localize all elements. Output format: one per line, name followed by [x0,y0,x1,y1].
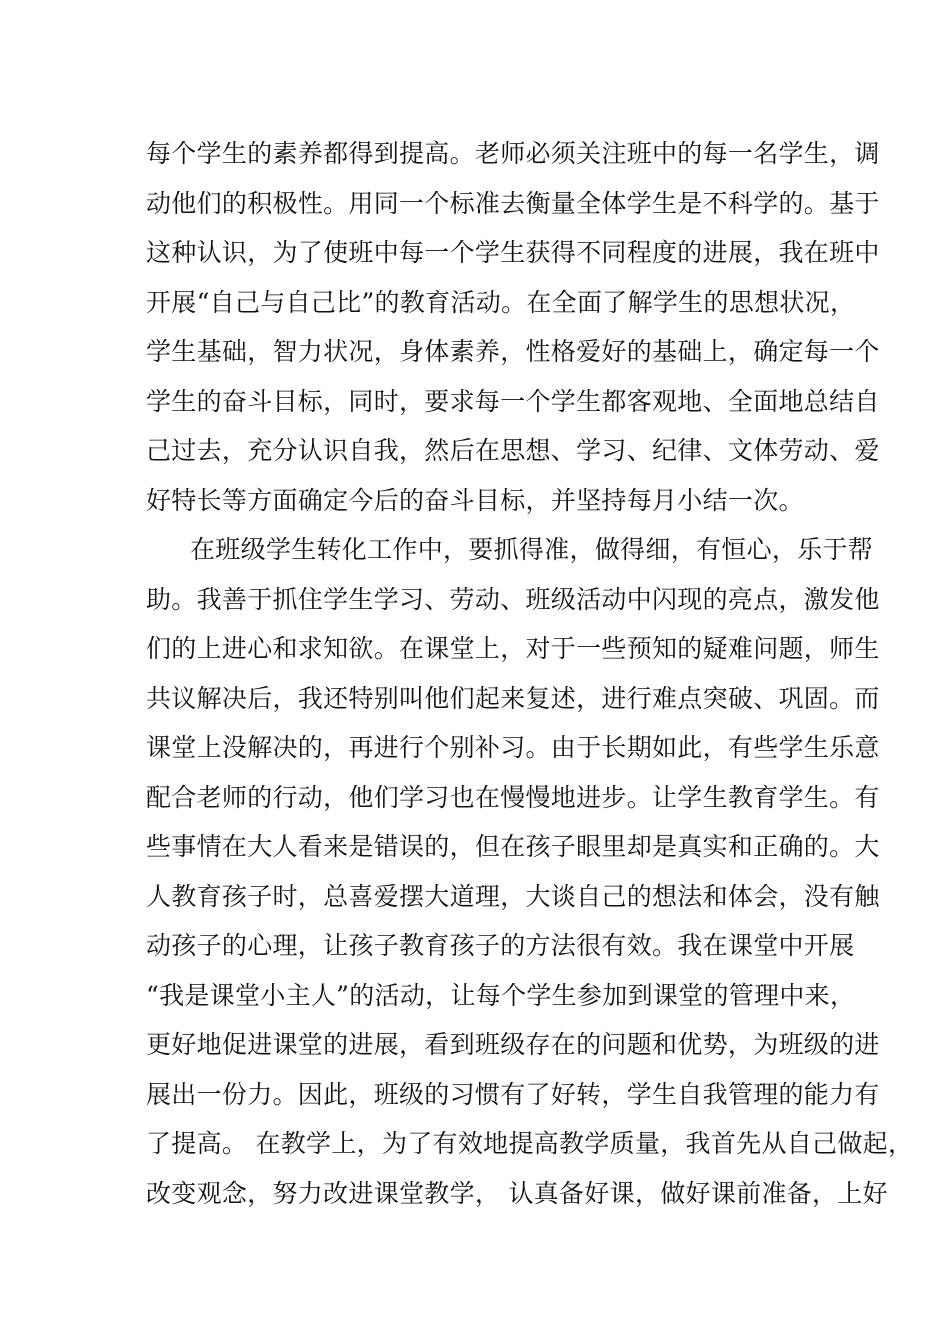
text-line: 这种认识，为了使班中每一个学生获得不同程度的进展，我在班中 [146,238,880,267]
text-line: 共议解决后，我还特别叫他们起来复述，进行难点突破、巩固。而 [146,683,880,713]
text-line: 好特长等方面确定今后的奋斗目标，并坚持每月小结一次。 [146,485,804,515]
text-line: 些事情在大人看来是错误的，但在孩子眼里却是真实和正确的。大 [146,832,880,861]
text-line: 展出一份力。因此，班级的习惯有了好转，学生自我管理的能力有 [146,1079,880,1109]
text-line: 人教育孩子时，总喜爱摆大道理，大谈自己的想法和体会，没有触 [146,881,880,911]
text-line: 改变观念，努力改进课堂教学， 认真备好课，做好课前准备，上好 [146,1178,888,1208]
text-line: 助。我善于抓住学生学习、劳动、班级活动中闪现的亮点，激发他 [146,584,880,614]
body-text [146,133,914,1222]
text-line: 动他们的积极性。用同一个标准去衡量全体学生是不科学的。基于 [146,188,880,218]
text-line: 配合老师的行动，他们学习也在慢慢地进步。让学生教育学生。有 [146,782,880,812]
text-line: 动孩子的心理，让孩子教育孩子的方法很有效。我在课堂中开展 [146,931,855,960]
text-line: 课堂上没解决的，再进行个别补习。由于长期如此，有些学生乐意 [146,733,880,762]
text-line: 更好地促进课堂的进展，看到班级存在的问题和优势，为班级的进 [146,1030,880,1059]
text-line: 己过去，充分认识自我，然后在思想、学习、纪律、文体劳动、爱 [146,436,880,465]
text-line: 们的上进心和求知欲。在课堂上，对于一些预知的疑难问题，师生 [146,634,880,663]
text-line: 学生的奋斗目标，同时，要求每一个学生都客观地、全面地总结自 [146,386,880,416]
text-line: 开展“自己与自己比”的教育活动。在全面了解学生的思想状况， [146,287,856,317]
text-line: 学生基础，智力状况，身体素养，性格爱好的基础上，确定每一个 [146,337,880,366]
paragraph-first-line: 在班级学生转化工作中，要抓得准，做得细，有恒心，乐于帮 [190,535,874,564]
text-line: “我是课堂小主人”的活动，让每个学生参加到课堂的管理中来， [146,980,856,1010]
text-line: 每个学生的素养都得到提高。老师必须关注班中的每一名学生，调 [146,139,880,168]
text-line: 了提高。 在教学上，为了有效地提高教学质量，我首先从自己做起， [146,1129,914,1158]
